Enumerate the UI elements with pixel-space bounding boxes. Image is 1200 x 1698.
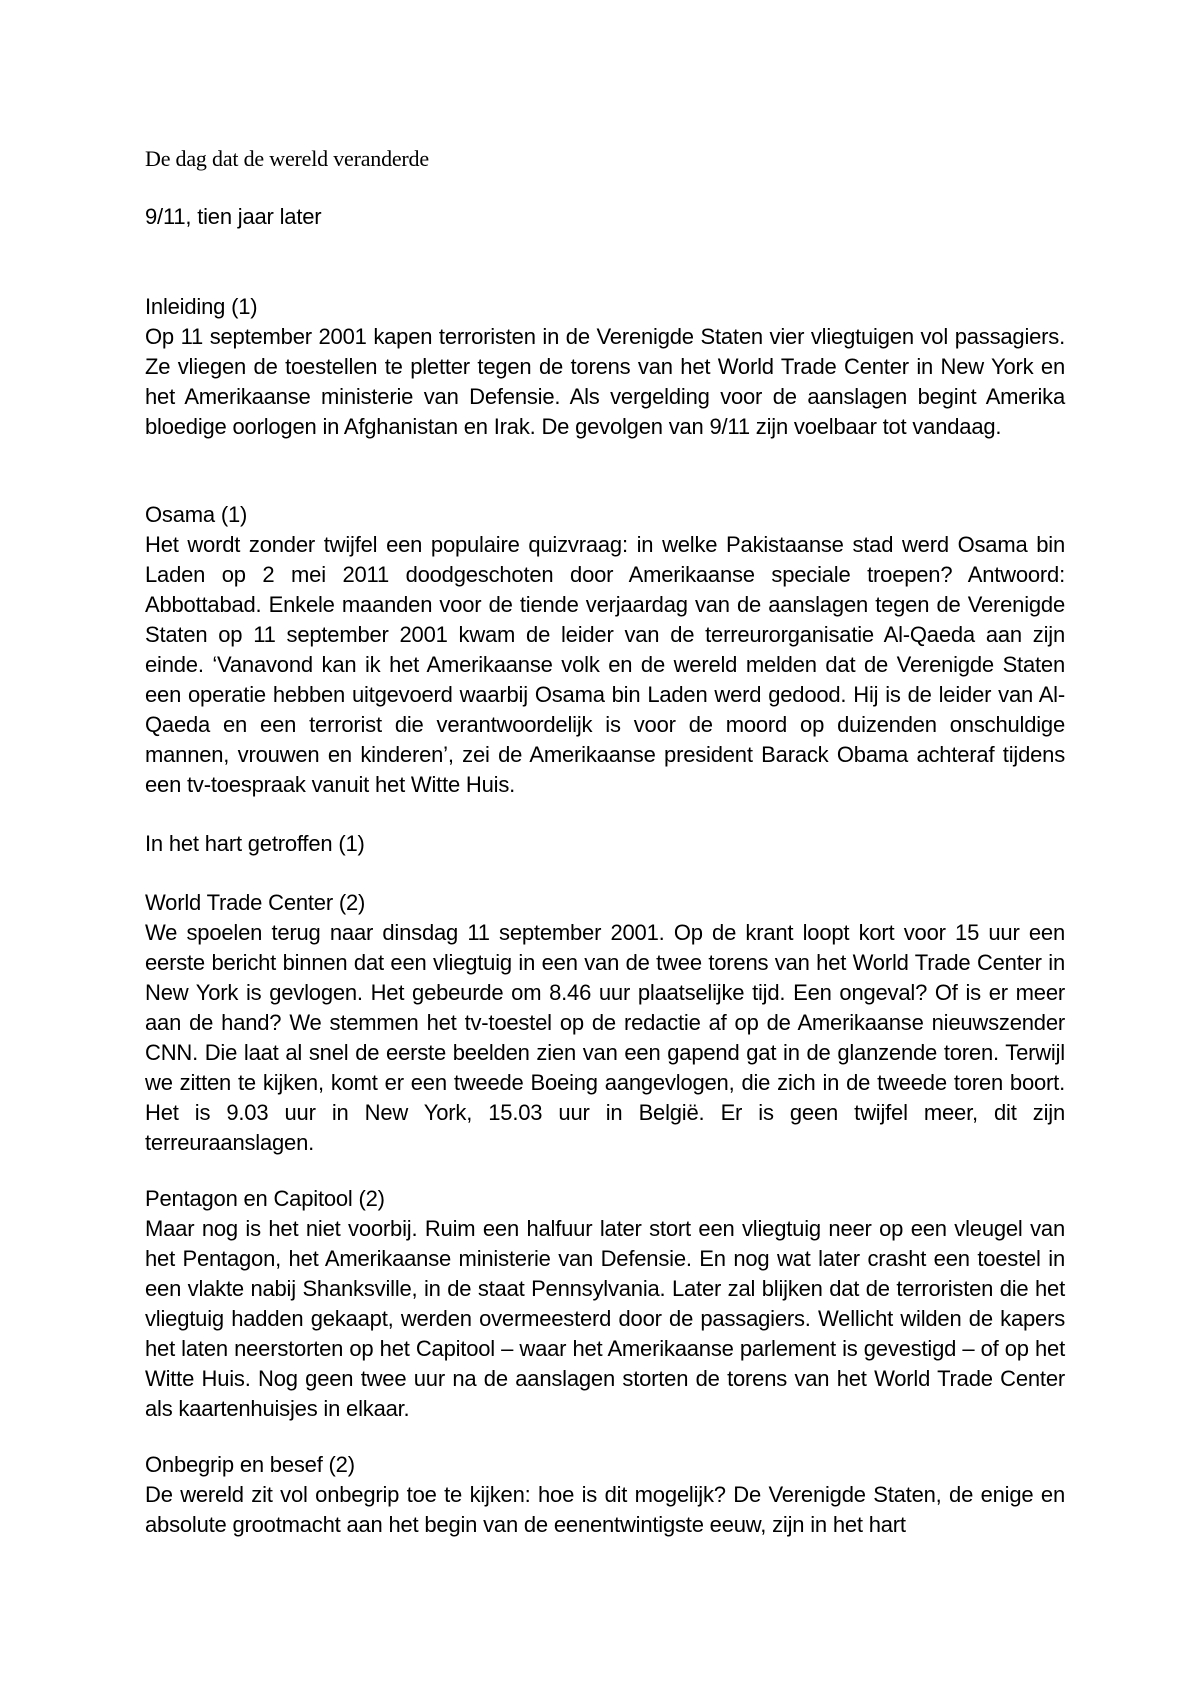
section-heading: Osama (1) (145, 502, 248, 527)
section-heading: Pentagon en Capitool (2) (145, 1186, 385, 1211)
section-osama (145, 500, 1065, 800)
section-heading: In het hart getroffen (1) (145, 831, 365, 856)
document-title: De dag dat de wereld veranderde (145, 146, 429, 171)
section-inleiding (145, 292, 1065, 442)
section-world-trade-center (145, 888, 1065, 1158)
section-paragraph: We spoelen terug naar dinsdag 11 september 2001. Op de krant loopt kort voor 15 uur een eerste bericht binnen dat een vliegtuig in een van de twee torens van het World Trade Center in New York is gevlogen. Het gebeurde om 8.46 uur plaatselijke tijd. Een ongeval? Of is er meer aan de hand? We stemmen het tv-toestel op de redactie af op de Amerikaanse nieuwszender CNN. Die laat al snel de eerste beelden zien van een gapend gat in de glanzende toren. Terwijl we zitten te kijken, komt er een tweede Boeing aangevlogen, die zich in de tweede toren boort. Het is 9.03 uur in New York, 15.03 uur in België. Er is geen twijfel meer, dit zijn terreuraanslagen. (145, 920, 1065, 1155)
section-in-het-hart-getroffen (145, 829, 1065, 859)
section-onbegrip-en-besef (145, 1450, 1065, 1540)
section-paragraph: Het wordt zonder twijfel een populaire quizvraag: in welke Pakistaanse stad werd Osama bin Laden op 2 mei 2011 doodgeschoten door Amerikaanse speciale troepen? Antwoord: Abbottabad. Enkele maanden voor de tiende verjaardag van de aanslagen tegen de Verenigde Staten op 11 september 2001 kwam de leider van de terreurorganisatie Al-Qaeda aan zijn einde. ‘Vanavond kan ik het Amerikaanse volk en de wereld melden dat de Verenigde Staten een operatie hebben uitgevoerd waarbij Osama bin Laden werd gedood. Hij is de leider van Al-Qaeda en een terrorist die verantwoordelijk is voor de moord op duizenden onschuldige mannen, vrouwen en kinderen’, zei de Amerikaanse president Barack Obama achteraf tijdens een tv-toespraak vanuit het Witte Huis. (145, 532, 1065, 797)
section-paragraph: De wereld zit vol onbegrip toe te kijken: hoe is dit mogelijk? De Verenigde Staten, de enige en absolute grootmacht aan het begin van de eenentwintigste eeuw, zijn in het hart (145, 1482, 1065, 1537)
section-heading: World Trade Center (2) (145, 890, 366, 915)
section-paragraph: Op 11 september 2001 kapen terroristen in de Verenigde Staten vier vliegtuigen vol passagiers. Ze vliegen de toestellen te pletter tegen de torens van het World Trade Center in New York en het Amerikaanse ministerie van Defensie. Als vergelding voor de aanslagen begint Amerika bloedige oorlogen in Afghanistan en Irak. De gevolgen van 9/11 zijn voelbaar tot vandaag. (145, 324, 1065, 439)
section-pentagon-en-capitool (145, 1184, 1065, 1424)
document-subtitle: 9/11, tien jaar later (145, 204, 322, 229)
section-paragraph: Maar nog is het niet voorbij. Ruim een halfuur later stort een vliegtuig neer op een vleugel van het Pentagon, het Amerikaanse ministerie van Defensie. En nog wat later crasht een toestel in een vlakte nabij Shanksville, in de staat Pennsylvania. Later zal blijken dat de terroristen die het vliegtuig hadden gekaapt, werden overmeesterd door de passagiers. Wellicht wilden de kapers het laten neerstorten op het Capitool – waar het Amerikaanse parlement is gevestigd – of op het Witte Huis. Nog geen twee uur na de aanslagen storten de torens van het World Trade Center als kaartenhuisjes in elkaar. (145, 1216, 1065, 1421)
section-heading: Onbegrip en besef (2) (145, 1452, 355, 1477)
section-heading: Inleiding (1) (145, 294, 258, 319)
